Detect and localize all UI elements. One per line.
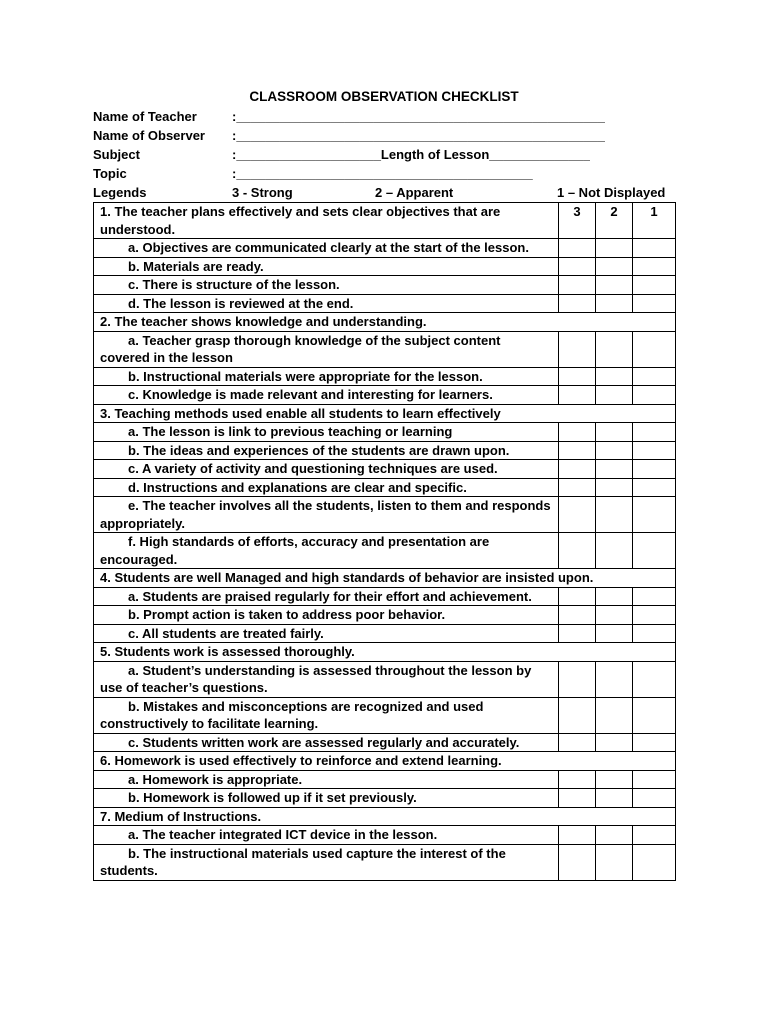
score-cell-2[interactable] [596, 478, 633, 497]
score-cell-1[interactable] [633, 423, 676, 442]
checklist-sheet [93, 88, 675, 881]
score-cell-3[interactable] [559, 497, 596, 533]
criterion-text: a. The lesson is link to previous teaching or learning [94, 423, 559, 442]
checklist-section-row [94, 752, 676, 771]
criterion-text: b. Materials are ready. [94, 257, 559, 276]
score-cell-3[interactable] [559, 423, 596, 442]
score-cell-3[interactable] [559, 606, 596, 625]
score-cell-1[interactable] [633, 386, 676, 405]
legend-strong: 3 - Strong [232, 185, 293, 200]
score-cell-1[interactable] [633, 733, 676, 752]
score-header-2: 2 [596, 203, 633, 239]
checklist-item-row [94, 478, 676, 497]
score-cell-1[interactable] [633, 624, 676, 643]
score-cell-3[interactable] [559, 276, 596, 295]
score-cell-2[interactable] [596, 239, 633, 258]
criterion-text: a. The teacher integrated ICT device in the lesson. [94, 826, 559, 845]
checklist-section-row [94, 404, 676, 423]
checklist-section-row [94, 569, 676, 588]
checklist-item-row [94, 294, 676, 313]
score-cell-3[interactable] [559, 697, 596, 733]
legend-not-displayed: 1 – Not Displayed [557, 185, 666, 200]
score-cell-1[interactable] [633, 478, 676, 497]
checklist-item-row [94, 497, 676, 533]
score-cell-2[interactable] [596, 826, 633, 845]
score-cell-1[interactable] [633, 331, 676, 367]
checklist-item-row [94, 697, 676, 733]
score-cell-1[interactable] [633, 533, 676, 569]
legend-apparent: 2 – Apparent [375, 185, 454, 200]
checklist-item-row [94, 770, 676, 789]
checklist-item-row [94, 587, 676, 606]
score-cell-3[interactable] [559, 533, 596, 569]
score-cell-1[interactable] [633, 367, 676, 386]
checklist-item-row [94, 441, 676, 460]
teacher-name-label: Name of Teacher [93, 109, 197, 124]
checklist-item-row [94, 423, 676, 442]
subject-label: Subject [93, 147, 140, 162]
legend-label: Legends [93, 185, 147, 200]
topic-label: Topic [93, 166, 127, 181]
subject-row [93, 145, 675, 164]
score-cell-2[interactable] [596, 331, 633, 367]
score-cell-1[interactable] [633, 789, 676, 808]
criterion-text: a. Teacher grasp thorough knowledge of the subject content covered in the lesson [94, 331, 559, 367]
topic-field[interactable]: :_________________________________________ [232, 166, 533, 181]
criterion-text: d. Instructions and explanations are clear and specific. [94, 478, 559, 497]
score-cell-1[interactable] [633, 294, 676, 313]
checklist-item-row [94, 826, 676, 845]
score-cell-2[interactable] [596, 661, 633, 697]
checklist-item-row [94, 460, 676, 479]
score-cell-3[interactable] [559, 661, 596, 697]
score-cell-1[interactable] [633, 697, 676, 733]
score-cell-3[interactable] [559, 331, 596, 367]
score-cell-3[interactable] [559, 624, 596, 643]
checklist-item-row [94, 239, 676, 258]
score-cell-2[interactable] [596, 606, 633, 625]
criterion-text: c. A variety of activity and questioning techniques are used. [94, 460, 559, 479]
teacher-name-field[interactable]: :___________________________________________________ [232, 109, 606, 124]
score-cell-2[interactable] [596, 624, 633, 643]
checklist-section-row [94, 643, 676, 662]
score-header-3: 3 [559, 203, 596, 239]
score-cell-2[interactable] [596, 423, 633, 442]
score-cell-3[interactable] [559, 257, 596, 276]
checklist-item-row [94, 331, 676, 367]
observer-name-label: Name of Observer [93, 128, 205, 143]
checklist-section-row [94, 807, 676, 826]
score-cell-3[interactable] [559, 367, 596, 386]
score-cell-2[interactable] [596, 441, 633, 460]
score-cell-2[interactable] [596, 733, 633, 752]
score-cell-2[interactable] [596, 789, 633, 808]
section-heading: 4. Students are well Managed and high standards of behavior are insisted upon. [94, 569, 676, 588]
score-cell-2[interactable] [596, 257, 633, 276]
section-heading: 1. The teacher plans effectively and sets clear objectives that are understood. [94, 203, 559, 239]
checklist-item-row [94, 533, 676, 569]
criterion-text: e. The teacher involves all the students, listen to them and responds appropriately. [94, 497, 559, 533]
page-title: CLASSROOM OBSERVATION CHECKLIST [249, 89, 519, 104]
observer-name-field[interactable]: :___________________________________________________ [232, 128, 606, 143]
score-cell-2[interactable] [596, 533, 633, 569]
checklist-item-row [94, 661, 676, 697]
checklist-section-row [94, 313, 676, 332]
criterion-text: a. Student’s understanding is assessed throughout the lesson by use of teacher’s questions. [94, 661, 559, 697]
section-heading: 5. Students work is assessed thoroughly. [94, 643, 676, 662]
score-cell-1[interactable] [633, 239, 676, 258]
criterion-text: d. The lesson is reviewed at the end. [94, 294, 559, 313]
checklist-item-row [94, 789, 676, 808]
score-cell-1[interactable] [633, 257, 676, 276]
criterion-text: b. Prompt action is taken to address poor behavior. [94, 606, 559, 625]
checklist-item-row [94, 367, 676, 386]
criterion-text: b. Mistakes and misconceptions are recognized and used constructively to facilitate learning. [94, 697, 559, 733]
score-cell-1[interactable] [633, 497, 676, 533]
score-cell-1[interactable] [633, 460, 676, 479]
score-cell-1[interactable] [633, 587, 676, 606]
subject-field[interactable]: :____________________Length of Lesson______________ [232, 147, 591, 162]
checklist-item-row [94, 257, 676, 276]
score-cell-2[interactable] [596, 844, 633, 880]
checklist-table [93, 202, 676, 881]
criterion-text: a. Homework is appropriate. [94, 770, 559, 789]
score-cell-2[interactable] [596, 770, 633, 789]
score-cell-2[interactable] [596, 697, 633, 733]
score-cell-3[interactable] [559, 826, 596, 845]
score-cell-3[interactable] [559, 733, 596, 752]
criterion-text: c. Knowledge is made relevant and interesting for learners. [94, 386, 559, 405]
score-cell-3[interactable] [559, 239, 596, 258]
score-cell-2[interactable] [596, 497, 633, 533]
checklist-item-row [94, 733, 676, 752]
score-cell-1[interactable] [633, 826, 676, 845]
criterion-text: b. The instructional materials used capture the interest of the students. [94, 844, 559, 880]
checklist-item-row [94, 844, 676, 880]
criterion-text: a. Students are praised regularly for their effort and achievement. [94, 587, 559, 606]
criterion-text: c. All students are treated fairly. [94, 624, 559, 643]
checklist-item-row [94, 624, 676, 643]
score-cell-2[interactable] [596, 386, 633, 405]
score-cell-1[interactable] [633, 844, 676, 880]
legend-row [93, 183, 675, 202]
score-cell-3[interactable] [559, 294, 596, 313]
score-cell-1[interactable] [633, 276, 676, 295]
score-header-1: 1 [633, 203, 676, 239]
score-cell-3[interactable] [559, 770, 596, 789]
checklist-item-row [94, 276, 676, 295]
topic-row [93, 164, 675, 183]
criterion-text: f. High standards of efforts, accuracy and presentation are encouraged. [94, 533, 559, 569]
section-heading: 3. Teaching methods used enable all students to learn effectively [94, 404, 676, 423]
criterion-text: b. Instructional materials were appropriate for the lesson. [94, 367, 559, 386]
score-cell-3[interactable] [559, 789, 596, 808]
score-cell-3[interactable] [559, 386, 596, 405]
score-cell-2[interactable] [596, 587, 633, 606]
teacher-name-row [93, 107, 675, 126]
criterion-text: a. Objectives are communicated clearly at the start of the lesson. [94, 239, 559, 258]
score-cell-3[interactable] [559, 460, 596, 479]
score-cell-2[interactable] [596, 460, 633, 479]
section-heading: 2. The teacher shows knowledge and understanding. [94, 313, 676, 332]
criterion-text: c. Students written work are assessed regularly and accurately. [94, 733, 559, 752]
score-cell-3[interactable] [559, 478, 596, 497]
score-cell-1[interactable] [633, 606, 676, 625]
score-cell-1[interactable] [633, 770, 676, 789]
checklist-section-row [94, 203, 676, 239]
criterion-text: b. Homework is followed up if it set previously. [94, 789, 559, 808]
checklist-item-row [94, 606, 676, 625]
score-cell-1[interactable] [633, 661, 676, 697]
score-cell-1[interactable] [633, 441, 676, 460]
score-cell-3[interactable] [559, 441, 596, 460]
criterion-text: b. The ideas and experiences of the students are drawn upon. [94, 441, 559, 460]
section-heading: 7. Medium of Instructions. [94, 807, 676, 826]
criterion-text: c. There is structure of the lesson. [94, 276, 559, 295]
score-cell-3[interactable] [559, 844, 596, 880]
score-cell-3[interactable] [559, 587, 596, 606]
score-cell-2[interactable] [596, 276, 633, 295]
checklist-item-row [94, 386, 676, 405]
score-cell-2[interactable] [596, 367, 633, 386]
observer-name-row [93, 126, 675, 145]
score-cell-2[interactable] [596, 294, 633, 313]
section-heading: 6. Homework is used effectively to reinforce and extend learning. [94, 752, 676, 771]
